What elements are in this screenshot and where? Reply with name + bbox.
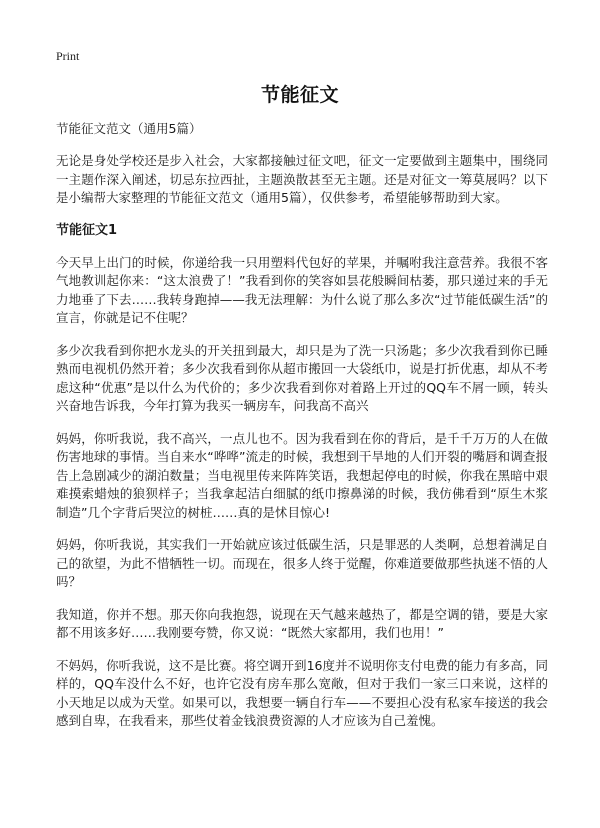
document-body [56, 120, 548, 745]
body-paragraph-5: 我知道，你并不想。那天你向我抱怨，说现在天气越来越热了，都是空调的错，要是大家都不用该多好……我刚要夸赞，你又说：“既然大家都用，我们也用！” [56, 606, 548, 640]
print-link[interactable]: Print [56, 49, 80, 63]
body-paragraph-2: 多少次我看到你把水龙头的开关扭到最大，却只是为了洗一只汤匙；多少次我看到你已睡熟而电视机仍然开着；多少次我看到你从超市搬回一大袋纸巾，说是打折优惠，却从不考虑这种“优惠”是以什么为代价的；多少次我看到你对着路上开过的QQ车不屑一顾，转头兴奋地告诉我，今年打算为我买一辆房车，问我高不高兴 [56, 342, 548, 413]
section-heading: 节能征文1 [56, 222, 118, 238]
intro-paragraph: 无论是身处学校还是步入社会，大家都接触过征文吧，征文一定要做到主题集中，围绕同一主题作深入阐述，切忌东拉西扯，主题涣散甚至无主题。还是对征文一筹莫展吗？以下是小编帮大家整理的节能征文范文（通用5篇），仅供参考，希望能够帮助到大家。 [56, 153, 548, 205]
body-paragraph-4: 妈妈，你听我说，其实我们一开始就应该过低碳生活，只是罪恶的人类啊，总想着满足自己的欲望，为此不惜牺牲一切。而现在，很多人终于觉醒，你难道要做那些执迷不悟的人吗？ [56, 537, 548, 589]
document-title: 节能征文 [260, 84, 339, 106]
body-paragraph-1: 今天早上出门的时候，你递给我一只用塑料代包好的苹果，并嘱咐我注意营养。我很不客气地教训起你来：“这太浪费了！”我看到你的笑容如昙花般瞬间枯萎，那只递过来的手无力地垂了下去……我转身跑掉——我无法理解：为什么说了那么多次“过节能低碳生活”的宣言，你就是记不住呢？ [56, 254, 548, 325]
body-paragraph-6: 不妈妈，你听我说，这不是比赛。将空调开到16度并不说明你支付电费的能力有多高，同样的，QQ车没什么不好，也许它没有房车那么宽敞，但对于我们一家三口来说，这样的小天地足以成为天堂。如果可以，我想要一辆自行车——不要担心没有私家车接送的我会感到自卑，在我看来，那些仗着金钱浪费资源的人才应该为自己羞愧。 [56, 657, 548, 728]
body-paragraph-3: 妈妈，你听我说，我不高兴，一点儿也不。因为我看到在你的背后，是千千万万的人在做伤害地球的事情。当自来水“哗哗”流走的时候，我想到干旱地的人们开裂的嘴唇和调查报告上急剧减少的湖泊数量；当电视里传来阵阵笑语，我想起停电的时候，你我在黑暗中艰难摸索蜡烛的狼狈样子；当我拿起洁白细腻的纸巾擦鼻涕的时候，我仿佛看到“原生木浆制造”几个字背后哭泣的树桩……真的是怵目惊心! [56, 430, 548, 520]
document-subtitle: 节能征文范文（通用5篇） [56, 121, 202, 136]
